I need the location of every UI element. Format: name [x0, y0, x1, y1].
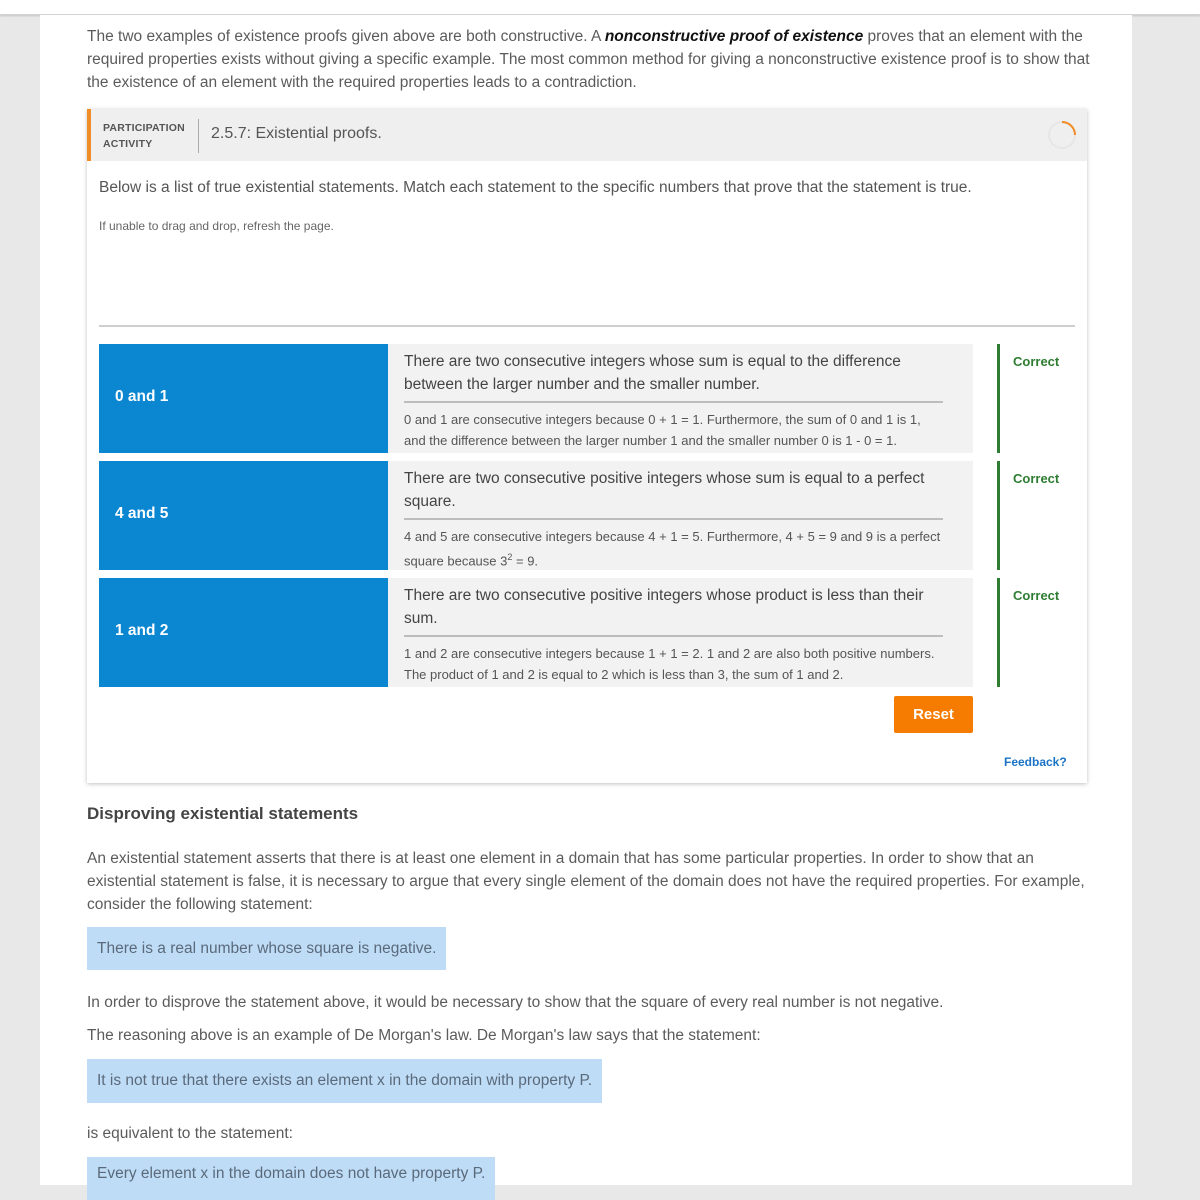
section-paragraph: The reasoning above is an example of De Morgan's law. De Morgan's law says that the statement:: [87, 1027, 761, 1044]
top-bar: [0, 0, 1200, 15]
match-row: [99, 461, 1075, 570]
intro-paragraph: [87, 25, 1092, 94]
correct-indicator-bar: [997, 344, 1000, 453]
progress-ring-icon: [1047, 120, 1077, 150]
correct-indicator-bar: [997, 461, 1000, 570]
divider: [99, 325, 1075, 327]
statement-box: [388, 578, 973, 687]
statement-box: [388, 461, 973, 570]
intro-text-after: proves that an element with the required properties exists without giving a specific example. The most common method for giving a nonconstructive existence proof is to show that the existence of an element with the required properties leads to a contradiction.: [87, 28, 1090, 91]
activity-type-label: PARTICIPATION ACTIVITY: [103, 122, 185, 150]
section-paragraph: is equivalent to the statement:: [87, 1125, 293, 1142]
intro-text-before: The two examples of existence proofs given above are both constructive. A: [87, 28, 605, 45]
answer-tile[interactable]: 1 and 2: [99, 578, 388, 687]
statement-text: There are two consecutive positive integers whose product is less than their sum.: [404, 584, 943, 637]
activity-instructions: Below is a list of true existential statements. Match each statement to the specific numbers that prove that the statement is true.: [99, 179, 972, 196]
header-separator: [198, 119, 199, 153]
statement-callout: There is a real number whose square is negative.: [87, 927, 446, 970]
answer-tile[interactable]: 4 and 5: [99, 461, 388, 570]
reset-button[interactable]: Reset: [894, 696, 973, 733]
statement-text: There are two consecutive integers whose sum is equal to the difference between the larger number and the smaller number.: [404, 350, 943, 403]
section-paragraph: In order to disprove the statement above, it would be necessary to show that the square of every real number is not negative.: [87, 994, 944, 1011]
section-heading: Disproving existential statements: [87, 804, 359, 823]
explanation-text: 0 and 1 are consecutive integers because 0 + 1 = 1. Furthermore, the sum of 0 and 1 is 1, and the difference between the larger number 1 and the smaller number 0 is 1 - 0 = 1.: [404, 412, 921, 448]
explanation-text-before: 4 and 5 are consecutive integers because 4 + 1 = 5. Furthermore, 4 + 5 = 9 and 9 is a perfect square because 3: [404, 529, 941, 569]
activity-header: [87, 109, 1087, 161]
content-page: [40, 15, 1132, 1185]
result-label: Correct: [1013, 471, 1060, 486]
match-row: [99, 578, 1075, 687]
participation-activity: [87, 109, 1087, 783]
statement-callout: Every element x in the domain does not have property P.: [87, 1157, 495, 1200]
explanation-text: [404, 526, 943, 571]
statement-box: [388, 344, 973, 453]
explanation-text: 1 and 2 are consecutive integers because 1 + 1 = 2. 1 and 2 are also both positive numbers. The product of 1 and 2 is equal to 2 which is less than 3, the sum of 1 and 2.: [404, 646, 935, 682]
result-label: Correct: [1013, 588, 1060, 603]
exponent: 2: [507, 552, 513, 562]
match-row: [99, 344, 1075, 453]
intro-term: nonconstructive proof of existence: [604, 28, 864, 45]
activity-title: 2.5.7: Existential proofs.: [211, 125, 382, 142]
answer-tile[interactable]: 0 and 1: [99, 344, 388, 453]
explanation-text-after: = 9.: [512, 553, 539, 569]
statement-text: There are two consecutive positive integers whose sum is equal to a perfect square.: [404, 467, 943, 520]
correct-indicator-bar: [997, 578, 1000, 687]
feedback-link[interactable]: Feedback?: [1004, 755, 1067, 769]
drag-hint: If unable to drag and drop, refresh the page.: [99, 219, 334, 233]
result-label: Correct: [1013, 354, 1060, 369]
section-paragraph: An existential statement asserts that there is at least one element in a domain that has some particular properties. In order to show that an existential statement is false, it is necessary to argue that every single element of the domain does not have the required properties. For example, consider the following statement:: [87, 850, 1085, 913]
statement-callout: It is not true that there exists an element x in the domain with property P.: [87, 1059, 602, 1103]
